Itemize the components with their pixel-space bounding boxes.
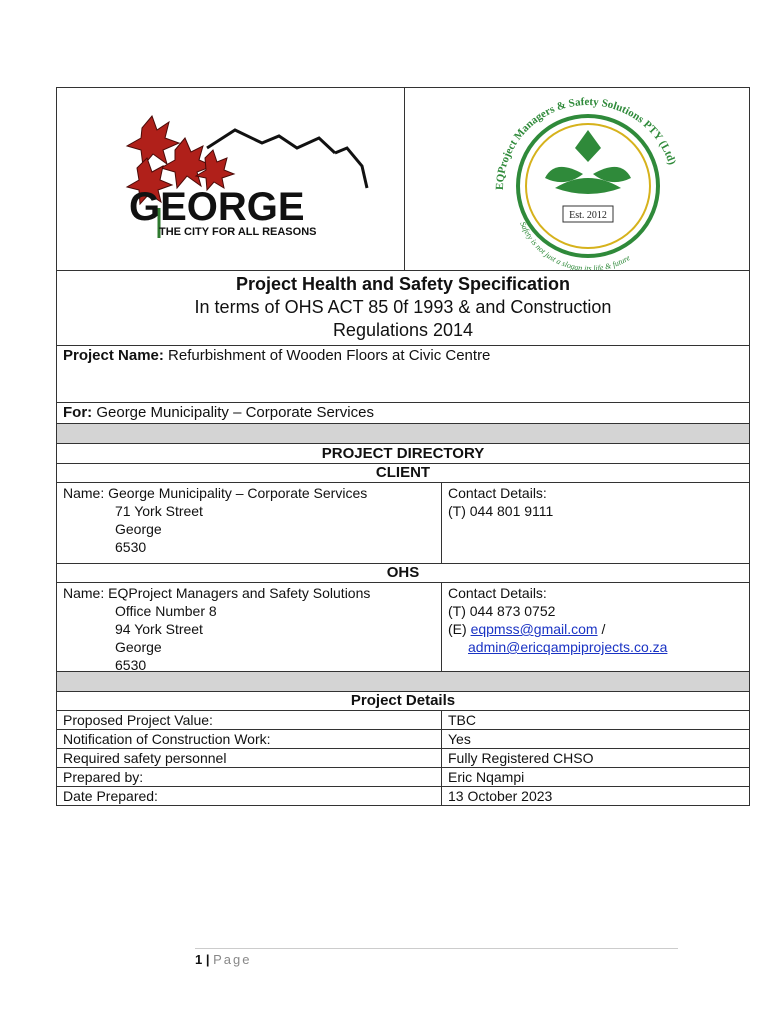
project-directory-heading: PROJECT DIRECTORY (56, 444, 750, 464)
email-link-admin[interactable]: admin@ericqampiprojects.co.za (468, 639, 668, 655)
ohs-address-line: Office Number 8 (115, 603, 217, 619)
client-address-line: George (115, 521, 162, 537)
project-name-value: Refurbishment of Wooden Floors at Civic Centre (163, 347, 491, 364)
document-title: Project Health and Safety Specification (235, 274, 571, 294)
gray-band (56, 424, 750, 444)
ohs-phone: (T) 044 873 0752 (448, 603, 556, 619)
client-details (56, 483, 750, 564)
title-block (56, 271, 750, 346)
ohs-heading: OHS (56, 564, 750, 583)
ohs-address-line: 94 York Street (115, 621, 203, 637)
eq-slogan: Safety is not just a slogan its life & future (518, 220, 632, 270)
table-row (57, 748, 749, 767)
client-address-line: 6530 (115, 539, 147, 555)
ohs-address-cell (57, 583, 442, 671)
client-heading: CLIENT (56, 464, 750, 483)
table-row (57, 711, 749, 729)
detail-value: Eric Nqampi (448, 769, 525, 785)
ohs-details (56, 583, 750, 672)
gray-band (56, 672, 750, 692)
client-name: Name: George Municipality – Corporate Services (63, 485, 368, 501)
ohs-contact-label: Contact Details: (448, 585, 547, 601)
george-logo (57, 88, 404, 270)
detail-value: Yes (448, 731, 471, 747)
client-address-line: 71 York Street (115, 503, 203, 519)
table-row (57, 767, 749, 786)
detail-key: Required safety personnel (57, 749, 442, 767)
detail-key: Proposed Project Value: (57, 711, 442, 729)
eq-arc-text: EQProject Managers & Safety Solutions PTY (Ltd) (493, 95, 678, 191)
project-name-label: Project Name: (63, 347, 164, 364)
ohs-email-prefix: (E) (448, 621, 471, 637)
ohs-contact-cell (442, 583, 749, 671)
george-tagline: THE CITY FOR ALL REASONS (159, 226, 317, 238)
eq-logo (405, 88, 750, 270)
mountain-outline-right (335, 148, 367, 188)
ohs-email-line (448, 620, 743, 638)
for-row (56, 403, 750, 424)
project-name-row (56, 346, 750, 403)
ohs-email2-line (448, 638, 743, 656)
george-wordmark: GEORGE (129, 185, 305, 229)
detail-key: Notification of Construction Work: (57, 730, 442, 748)
table-row (57, 729, 749, 748)
document-subtitle-line2: Regulations 2014 (332, 320, 474, 340)
client-address-cell (57, 483, 442, 563)
leaf-icon (545, 130, 631, 194)
page-footer (195, 948, 678, 967)
email-separator: / (597, 621, 606, 637)
logo-header (56, 87, 750, 271)
for-value: George Municipality – Corporate Services (92, 404, 374, 421)
detail-value: Fully Registered CHSO (448, 750, 594, 766)
detail-key: Date Prepared: (57, 787, 442, 805)
table-row (57, 786, 749, 805)
ohs-address-line: George (115, 639, 162, 655)
eq-logo-cell (405, 88, 750, 270)
email-link-eqpmss[interactable]: eqpmss@gmail.com (470, 621, 598, 637)
project-details-heading: Project Details (56, 692, 750, 711)
client-contact-cell (442, 483, 749, 563)
for-label: For: (63, 404, 93, 421)
eq-est: Est. 2012 (569, 210, 607, 221)
page-number: 1 (195, 952, 203, 967)
client-contact-label: Contact Details: (448, 485, 547, 501)
project-details-table (56, 711, 750, 806)
mountain-outline-left (207, 130, 335, 153)
page-separator: | (202, 952, 214, 967)
page-word: Page (213, 952, 252, 967)
detail-value: 13 October 2023 (448, 788, 553, 804)
detail-key: Prepared by: (57, 768, 442, 786)
george-logo-cell (57, 88, 405, 270)
ohs-name: Name: EQProject Managers and Safety Solutions (63, 585, 371, 601)
ohs-address-line: 6530 (115, 657, 147, 673)
document-subtitle-line1: In terms of OHS ACT 85 0f 1993 & and Construction (194, 297, 612, 317)
document (56, 87, 750, 806)
detail-value: TBC (448, 712, 476, 728)
client-phone: (T) 044 801 9111 (448, 503, 554, 519)
